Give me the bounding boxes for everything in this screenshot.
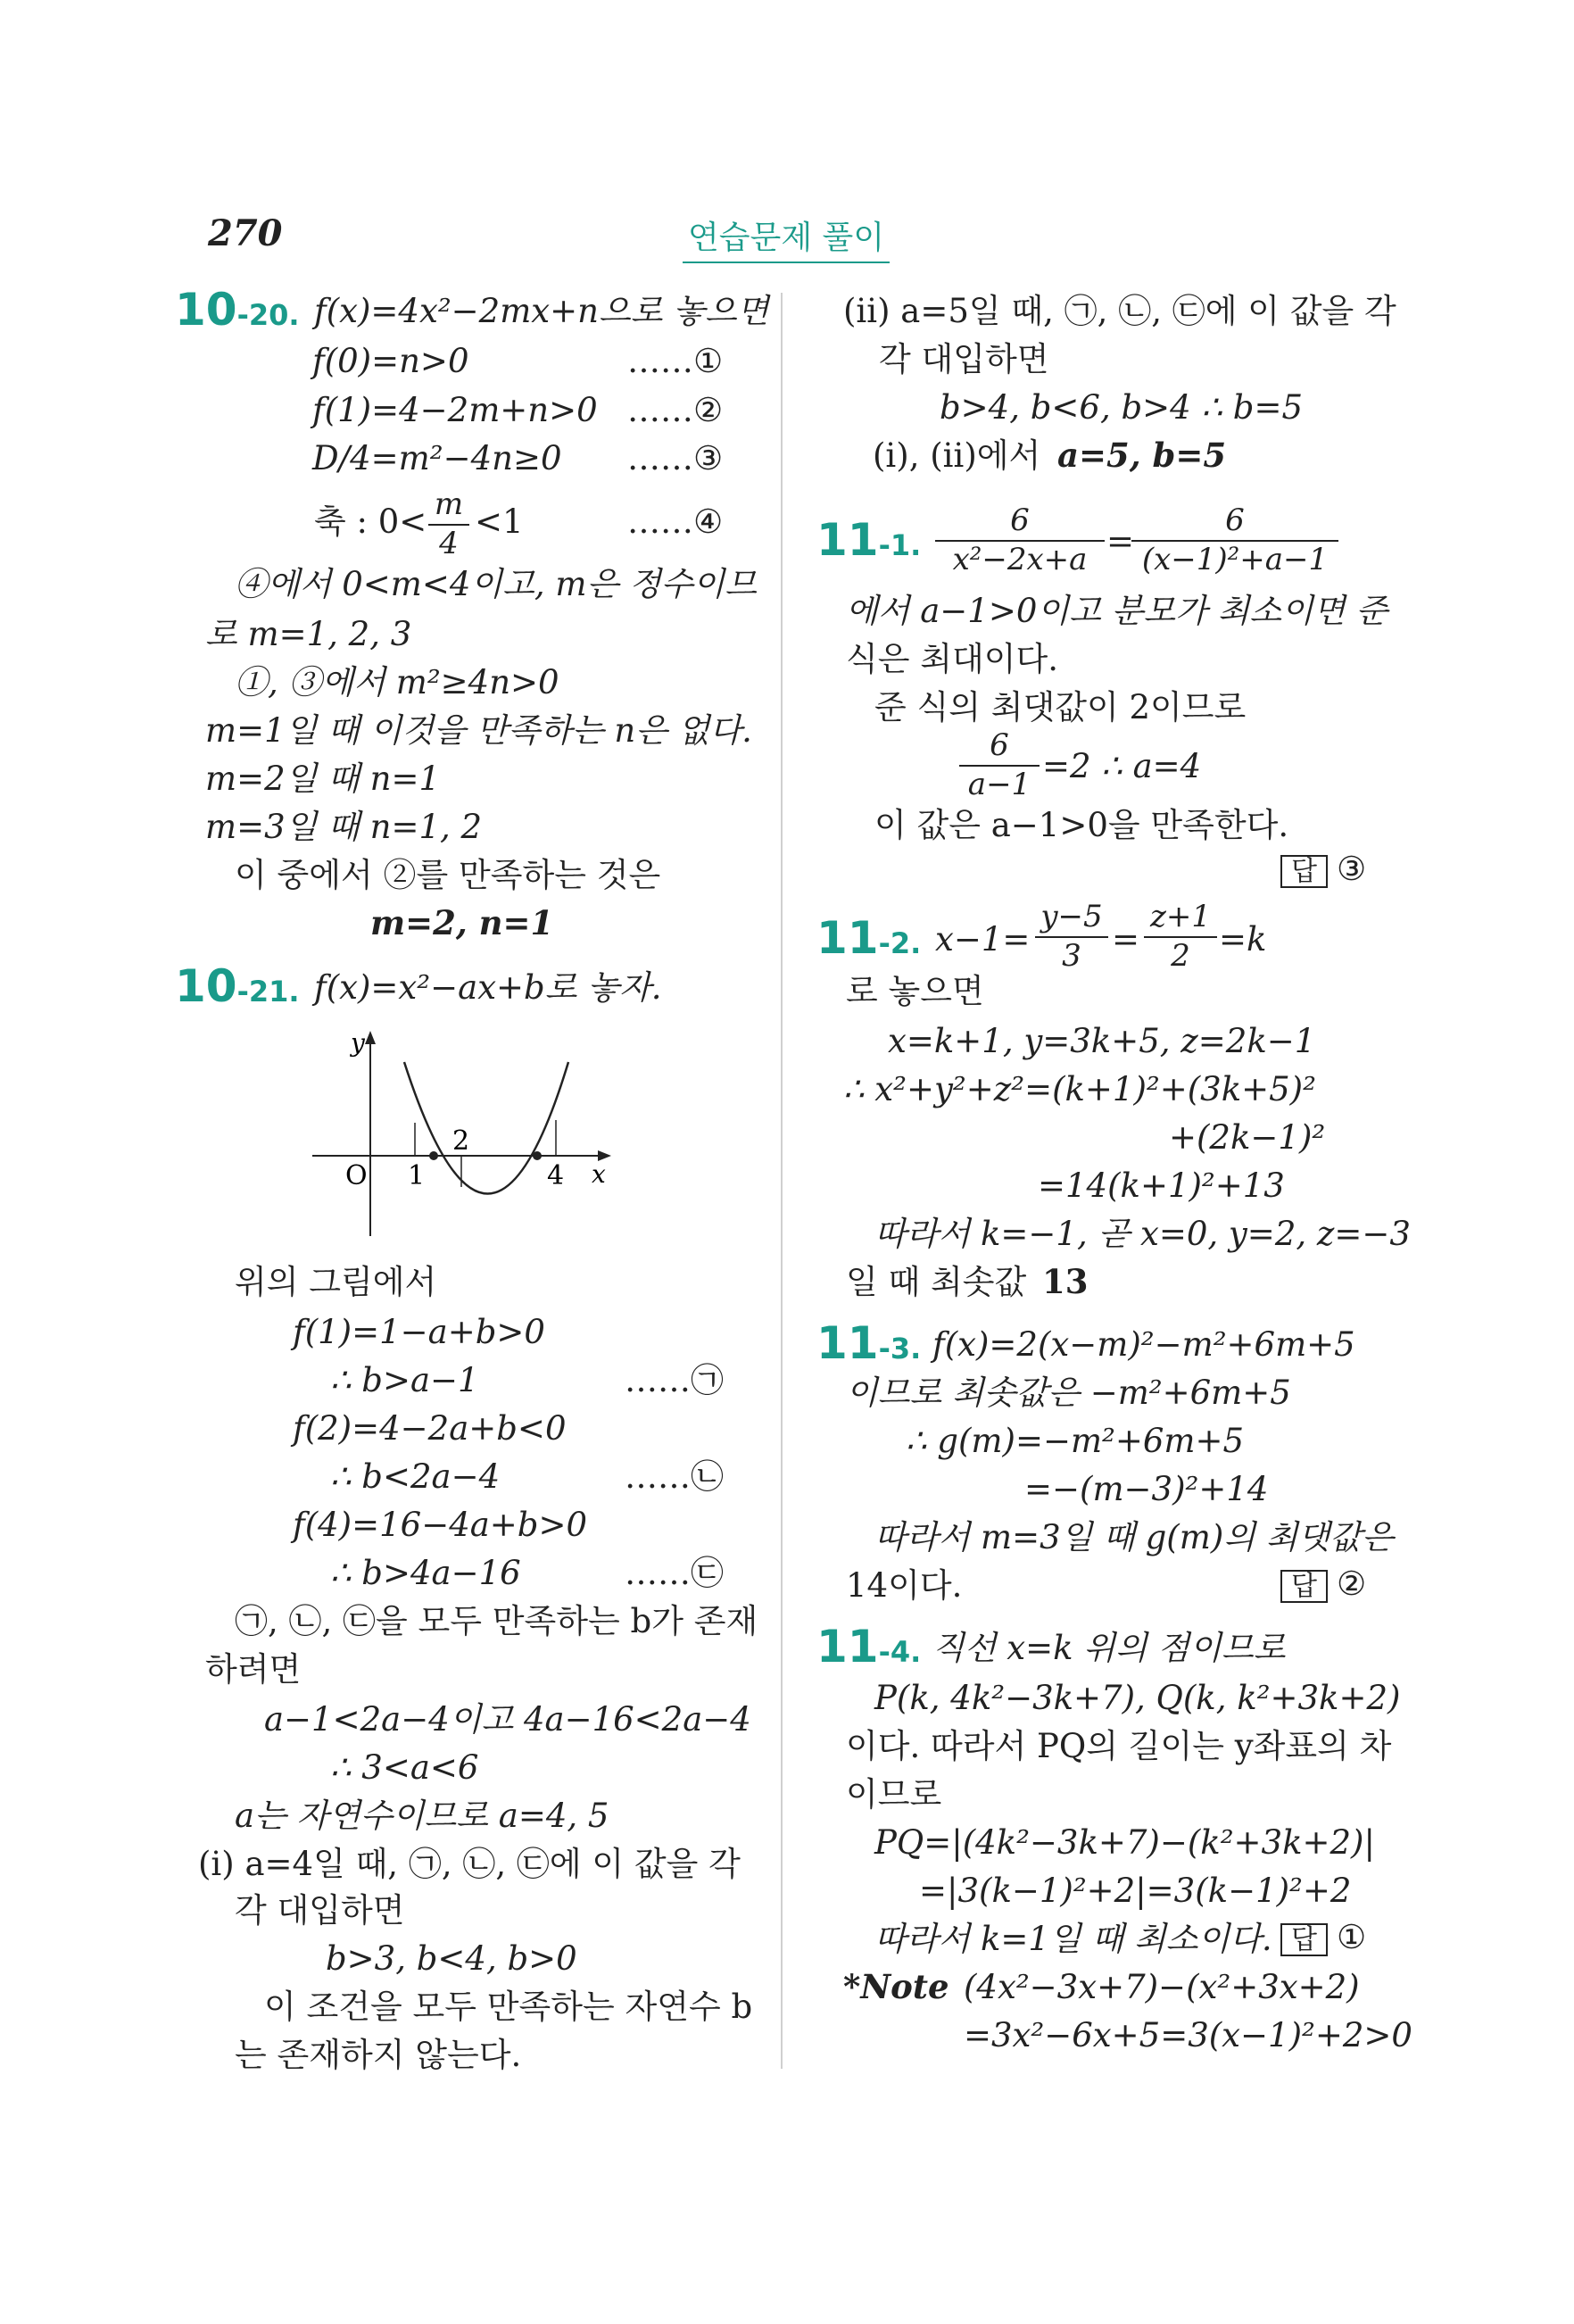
line: (ⅰ) a=4일 때, ㉠, ㉡, ㉢에 이 값을 각 [198,1845,741,1883]
line: f(x)=x²−ax+b로 놓자. [314,968,662,1007]
page-number: 270 [208,212,283,254]
tick-label-2: 2 [452,1125,470,1157]
line: x=k+1, y=3k+5, z=2k−1 [888,1022,1316,1060]
line: D/4=m²−4n≥0 [312,439,562,477]
root-point-left [429,1151,438,1160]
parabola-graph [308,1026,620,1245]
answer-label: 답 [1280,1570,1328,1603]
note-line: =3x²−6x+5=3(x−1)²+2>0 [964,2016,1412,2054]
line: f(1)=4−2m+n>0 [312,391,598,429]
y-axis-arrow [365,1031,376,1044]
line: x−1= [935,920,1031,959]
answer-line: m=2, n=1 [370,903,554,942]
line: 로 놓으면 [846,972,984,1010]
fraction [935,502,1105,577]
fraction-top: 6 [990,727,1009,763]
answer-box [1280,1918,1367,1956]
answer-value: ② [1336,1565,1367,1603]
line: +(2k−1)² [1169,1118,1326,1157]
line: 일 때 최솟값 [846,1263,1027,1301]
fraction-top: z+1 [1149,899,1212,934]
line: 14이다. [846,1566,963,1605]
problem-number-main: 11 [816,514,879,566]
line: f(4)=16−4a+b>0 [293,1506,588,1544]
tick-label-1: 1 [408,1160,426,1191]
note-line: (4x²−3x+7)−(x²+3x+2) [964,1968,1360,2006]
answer-value: ① [1336,1918,1367,1956]
line: ∴ x²+y²+z²=(k+1)²+(3k+5)² [843,1070,1316,1108]
line: a는 자연수이므로 a=4, 5 [235,1797,609,1835]
line: =−(m−3)²+14 [1024,1470,1269,1508]
line: 각 대입하면 [879,340,1049,378]
line: (ⅰ), (ⅱ)에서 [873,436,1041,475]
problem-number-sub: -1. [878,528,922,562]
line: 로 m=1, 2, 3 [205,615,412,653]
line: ∴ b>4a−16 [330,1554,521,1592]
line: f(x)=4x²−2mx+n으로 놓으면 [314,292,769,330]
line: ∴ b<2a−4 [330,1457,501,1496]
problem-number-11-3 [816,1317,922,1369]
line: 이므로 [846,1775,942,1814]
line: 이다. 따라서 PQ의 길이는 y좌표의 차 [846,1727,1392,1765]
page-title: 연습문제 풀이 [683,212,890,263]
problem-number-10-21 [175,960,300,1012]
line: b>4, b<6, b>4 ∴ b=5 [940,388,1304,427]
line: 축 : 0< [314,502,427,541]
eq-marker: ……③ [627,439,724,477]
problem-number-sub: -2. [878,926,922,960]
problem-number-sub: -3. [878,1332,922,1365]
fraction-bottom: a−1 [967,766,1031,802]
fraction [1144,901,1217,972]
line: m=1일 때 이것을 만족하는 n은 없다. [205,711,752,750]
line: f(2)=4−2a+b<0 [293,1409,567,1448]
problem-number-sub: -21. [236,975,300,1008]
line: 직선 x=k 위의 점이므로 [932,1629,1286,1667]
line: a−1<2a−4이고 4a−16<2a−4 [264,1700,751,1739]
y-label: y [351,1028,365,1058]
line: <1 [475,502,524,541]
line: f(0)=n>0 [312,342,469,380]
line: P(k, 4k²−3k+7), Q(k, k²+3k+2) [874,1679,1401,1717]
parabola-curve [404,1062,568,1194]
line: PQ=|(4k²−3k+7)−(k²+3k+2)| [874,1823,1375,1862]
tick-label-4: 4 [547,1160,565,1191]
equals-sign: = [1106,522,1135,560]
line: 각 대입하면 [235,1891,405,1930]
answer-label: 답 [1280,1923,1328,1956]
line: 식은 최대이다. [846,640,1058,678]
line: (ⅱ) a=5일 때, ㉠, ㉡, ㉢에 이 값을 각 [843,292,1396,330]
problem-number-sub: -20. [236,298,300,332]
line: 에서 a−1>0이고 분모가 최소이면 준 [846,592,1388,630]
root-point-right [533,1151,542,1160]
x-label: x [592,1159,606,1189]
fraction-top: y−5 [1040,899,1103,934]
fraction-bottom: x²−2x+a [952,541,1088,577]
line: 따라서 k=1일 때 최소이다. [874,1920,1272,1958]
answer-line: a=5, b=5 [1057,436,1227,475]
line: m=3일 때 n=1, 2 [205,808,483,846]
fraction-top: 6 [1225,502,1245,538]
problem-number-sub: -4. [878,1635,922,1669]
problem-number-10-20 [175,284,300,336]
answer-value: ③ [1336,850,1367,888]
line: ∴ 3<a<6 [330,1748,479,1787]
line: 하려면 [205,1650,302,1689]
problem-number-main: 10 [175,960,237,1012]
line: 따라서 k=−1, 곧 x=0, y=2, z=−3 [874,1215,1411,1253]
line: b>3, b<4, b>0 [326,1939,577,1978]
line: 이 중에서 ②를 만족하는 것은 [235,856,661,894]
line: 이 조건을 모두 만족하는 자연수 b [264,1988,753,2026]
eq-marker: ……① [627,342,724,380]
fraction-top: m [434,486,464,522]
problem-number-main: 11 [816,1317,879,1369]
problem-number-11-2 [816,912,922,964]
line: ㉠, ㉡, ㉢을 모두 만족하는 b가 존재 [235,1602,758,1640]
line: 는 존재하지 않는다. [235,2036,522,2074]
note-label: *Note [843,1967,949,2006]
fraction-bottom: (x−1)²+a−1 [1141,541,1329,577]
line: ∴ b>a−1 [330,1361,479,1399]
problem-number-main: 10 [175,284,237,336]
fraction-m-over-4 [428,486,469,561]
column-divider [781,293,783,2069]
answer-box [1280,852,1366,888]
eq-marker: ……② [627,391,724,429]
fraction [959,727,1040,802]
fraction-top: 6 [1010,502,1030,538]
eq-marker: ……④ [627,502,724,541]
problem-number-main: 11 [816,1621,879,1672]
eq-marker: ……㉠ [625,1361,724,1399]
fraction-bottom: 4 [439,525,459,561]
line: =k [1219,920,1267,959]
line: ①, ③에서 m²≥4n>0 [235,663,559,701]
fraction-bottom: 2 [1171,937,1190,974]
fraction-bottom: 3 [1062,937,1081,974]
equals-sign: = [1112,920,1140,959]
answer-box [1280,1567,1366,1603]
line: 준 식의 최댓값이 2이므로 [874,688,1247,726]
problem-number-11-1 [816,514,922,566]
line: =14(k+1)²+13 [1038,1166,1285,1205]
problem-number-main: 11 [816,912,879,964]
eq-marker: ……㉢ [625,1554,724,1592]
line: 위의 그림에서 [235,1263,437,1301]
answer-label: 답 [1280,855,1328,888]
line: 따라서 m=3일 때 g(m)의 최댓값은 [874,1518,1394,1556]
line: =2 ∴ a=4 [1042,747,1202,785]
line: ④에서 0<m<4이고, m은 정수이므 [235,565,757,603]
eq-marker: ……㉡ [625,1457,724,1496]
origin-label: O [345,1160,368,1191]
line: m=2일 때 n=1 [205,759,441,798]
line: ∴ g(m)=−m²+6m+5 [906,1422,1245,1460]
line: =|3(k−1)²+2|=3(k−1)²+2 [919,1872,1352,1910]
problem-number-11-4 [816,1621,922,1672]
fraction [1035,901,1108,972]
fraction [1131,502,1338,577]
answer-line: 13 [1042,1262,1089,1301]
line: 이 값은 a−1>0을 만족한다. [874,806,1289,844]
line: f(x)=2(x−m)²−m²+6m+5 [932,1325,1355,1364]
line: f(1)=1−a+b>0 [293,1313,545,1351]
line: 이므로 최솟값은 −m²+6m+5 [846,1374,1291,1412]
